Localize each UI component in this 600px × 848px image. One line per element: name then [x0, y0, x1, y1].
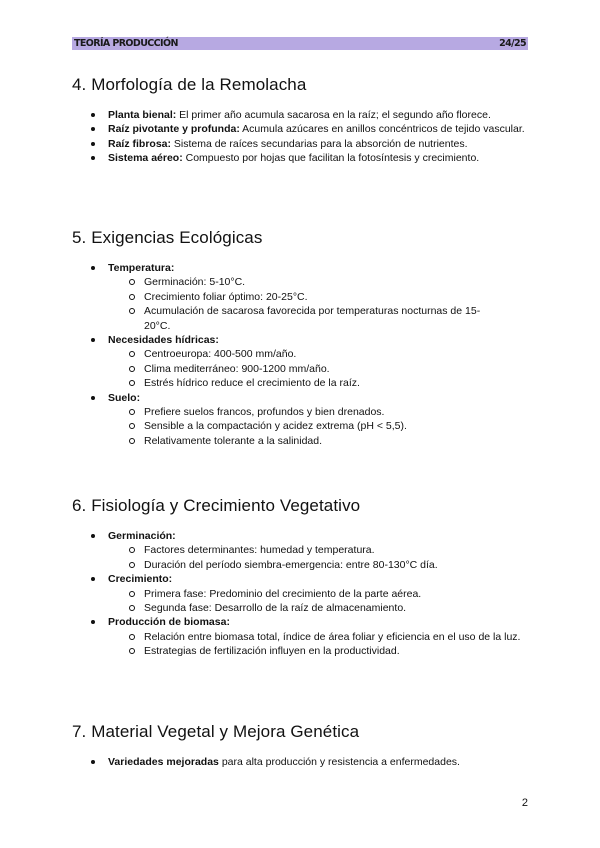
- sub-item: Prefiere suelos francos, profundos y bien drenados.: [108, 405, 532, 419]
- section-morfologia: [72, 74, 532, 166]
- page-number: 2: [521, 797, 528, 809]
- item-label: Producción de biomasa:: [108, 616, 230, 629]
- list-item: [72, 755, 532, 769]
- sub-item: Relación entre biomasa total, índice de área foliar y eficiencia en el uso de la luz.: [108, 630, 532, 644]
- section-title: 6. Fisiología y Crecimiento Vegetativo: [72, 496, 361, 515]
- section-title: 7. Material Vegetal y Mejora Genética: [72, 722, 360, 741]
- item-label: Crecimiento:: [108, 573, 173, 586]
- bullet-list: [72, 529, 532, 659]
- list-item: [72, 122, 532, 136]
- section-title: 4. Morfología de la Remolacha: [72, 75, 307, 94]
- header-title: TEORÍA PRODUCCIÓN: [74, 38, 178, 49]
- sub-item: Crecimiento foliar óptimo: 20-25°C.: [108, 290, 532, 304]
- list-item: [72, 151, 532, 165]
- list-item: [72, 615, 532, 658]
- list-item: [72, 108, 532, 122]
- section-material-vegetal: [72, 721, 532, 769]
- item-label: Variedades mejoradas: [108, 756, 219, 768]
- sub-list: [72, 405, 532, 448]
- section-exigencias: [72, 227, 532, 448]
- sub-list: [72, 275, 532, 333]
- sub-item: Factores determinantes: humedad y temperatura.: [108, 543, 532, 557]
- item-label: Germinación:: [108, 530, 176, 542]
- sub-item: Germinación: 5-10°C.: [108, 275, 532, 289]
- item-label: Temperatura:: [108, 262, 175, 274]
- sub-item: Clima mediterráneo: 900-1200 mm/año.: [108, 362, 532, 376]
- list-item: [72, 529, 532, 572]
- item-text: Sistema de raíces secundarias para la absorción de nutrientes.: [171, 137, 468, 150]
- sub-item: Acumulación de sacarosa favorecida por temperaturas nocturnas de 15-20°C.: [108, 304, 532, 333]
- header-bar: [72, 37, 528, 50]
- item-label: Planta bienal:: [108, 109, 177, 121]
- item-label: Suelo:: [108, 391, 141, 404]
- bullet-list: [72, 108, 532, 166]
- list-item: [72, 137, 532, 151]
- list-item: [72, 391, 532, 449]
- item-label: Sistema aéreo:: [108, 152, 183, 165]
- item-label: Raíz fibrosa:: [108, 137, 172, 150]
- bullet-list: [72, 755, 532, 769]
- item-text: Compuesto por hojas que facilitan la fotosíntesis y crecimiento.: [182, 152, 480, 165]
- sub-item: Estrés hídrico reduce el crecimiento de la raíz.: [108, 376, 532, 390]
- section-title: 5. Exigencias Ecológicas: [72, 228, 263, 247]
- list-item: [72, 572, 532, 615]
- sub-list: [72, 347, 532, 390]
- list-item: [72, 333, 532, 391]
- bullet-list: [72, 261, 532, 448]
- item-text: Acumula azúcares en anillos concéntricos de tejido vascular.: [239, 123, 525, 136]
- sub-item: Segunda fase: Desarrollo de la raíz de almacenamiento.: [108, 601, 532, 615]
- sub-item: Relativamente tolerante a la salinidad.: [108, 434, 532, 448]
- section-fisiologia: [72, 495, 532, 659]
- sub-list: [72, 587, 532, 616]
- sub-item: Centroeuropa: 400-500 mm/año.: [108, 347, 532, 361]
- sub-item: Primera fase: Predominio del crecimiento de la parte aérea.: [108, 587, 532, 601]
- item-label: Necesidades hídricas:: [108, 334, 219, 347]
- item-text: para alta producción y resistencia a enfermedades.: [218, 756, 460, 768]
- item-label: Raíz pivotante y profunda:: [108, 123, 240, 136]
- sub-item: Duración del período siembra-emergencia: entre 80-130°C día.: [108, 558, 532, 572]
- sub-list: [72, 630, 532, 659]
- sub-item: Sensible a la compactación y acidez extrema (pH < 5,5).: [108, 419, 532, 433]
- header-year: 24/25: [499, 38, 526, 49]
- item-text: El primer año acumula sacarosa en la raíz; el segundo año florece.: [176, 109, 491, 121]
- sub-list: [72, 543, 532, 572]
- list-item: [72, 261, 532, 333]
- sub-item: Estrategias de fertilización influyen en la productividad.: [108, 644, 532, 658]
